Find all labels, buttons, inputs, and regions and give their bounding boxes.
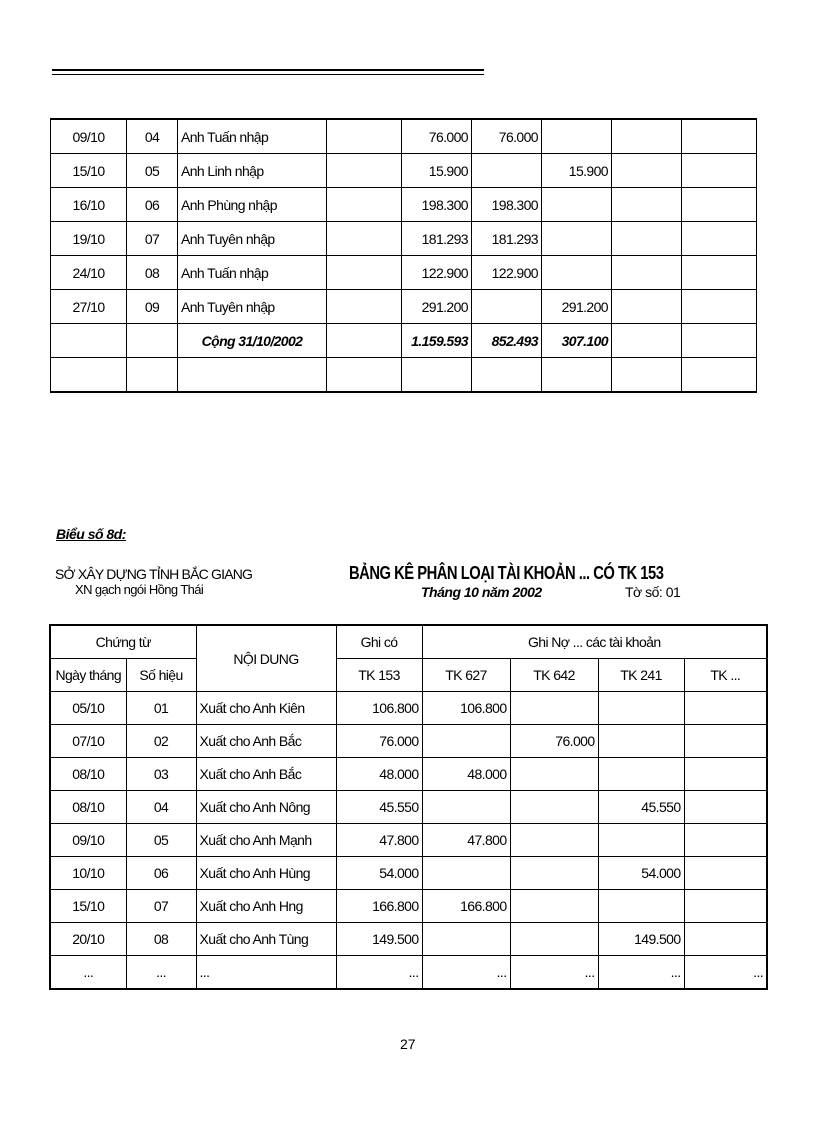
header-credit-account: TK 153 — [336, 659, 422, 692]
amount-cell — [542, 256, 612, 290]
table-row — [50, 857, 767, 890]
amount-cell — [682, 256, 757, 290]
debit-241-cell — [598, 758, 684, 791]
number-cell: 04 — [127, 119, 178, 154]
debit-241-cell — [598, 890, 684, 923]
credit-cell: 149.500 — [336, 923, 422, 956]
table-row — [50, 923, 767, 956]
date-cell: 07/10 — [50, 725, 126, 758]
amount-cell — [612, 154, 682, 188]
date-cell: 09/10 — [51, 119, 127, 154]
amount-cell — [542, 188, 612, 222]
amount-cell — [542, 119, 612, 154]
empty-row — [51, 358, 757, 393]
number-cell: 05 — [127, 154, 178, 188]
debit-other-cell — [684, 791, 767, 824]
table-row — [51, 290, 757, 324]
debit-241-cell — [598, 824, 684, 857]
date-cell: 08/10 — [50, 791, 126, 824]
amount-cell — [612, 188, 682, 222]
table-row — [51, 256, 757, 290]
number-cell: 02 — [126, 725, 196, 758]
content-cell: Xuất cho Anh Tùng — [196, 923, 336, 956]
header-rule-bottom — [52, 74, 484, 75]
number-cell: ... — [126, 956, 196, 990]
table-row — [51, 222, 757, 256]
debit-241-cell: ... — [598, 956, 684, 990]
debit-627-cell — [422, 857, 510, 890]
total-label: Cộng 31/10/2002 — [178, 324, 327, 358]
table-row — [50, 725, 767, 758]
header-credit: Ghi có — [336, 625, 422, 659]
number-cell: 03 — [126, 758, 196, 791]
total-cell: 76.000 — [402, 119, 472, 154]
credit-cell: 48.000 — [336, 758, 422, 791]
document-period: Tháng 10 năm 2002 — [421, 584, 542, 600]
blank-cell — [327, 188, 402, 222]
debit-other-cell — [684, 824, 767, 857]
debit-241-cell — [598, 725, 684, 758]
content-cell: Anh Tuyên nhập — [178, 222, 327, 256]
date-cell: 15/10 — [51, 154, 127, 188]
empty-cell — [612, 324, 682, 358]
total-cell: 291.200 — [402, 290, 472, 324]
empty-cell — [402, 358, 472, 393]
date-cell: 10/10 — [50, 857, 126, 890]
date-cell: 08/10 — [50, 758, 126, 791]
header-date: Ngày tháng — [50, 659, 126, 692]
grand-total: 1.159.593 — [402, 324, 472, 358]
debit-627-cell: 48.000 — [422, 758, 510, 791]
empty-cell — [472, 358, 542, 393]
credit-cell: ... — [336, 956, 422, 990]
debit-other-cell — [684, 692, 767, 725]
document-title: BẢNG KÊ PHÂN LOẠI TÀI KHOẢN ... CÓ TK 153 — [349, 563, 664, 583]
debit-627-cell — [422, 791, 510, 824]
header-number: Số hiệu — [126, 659, 196, 692]
credit-cell: 76.000 — [336, 725, 422, 758]
table-row — [50, 824, 767, 857]
total-row — [51, 324, 757, 358]
content-cell: Xuất cho Anh Bắc — [196, 758, 336, 791]
debit-627-cell — [422, 725, 510, 758]
debit-642-cell — [510, 890, 598, 923]
debit-642-cell — [510, 824, 598, 857]
table-row — [50, 956, 767, 990]
credit-cell: 45.550 — [336, 791, 422, 824]
blank-cell — [327, 290, 402, 324]
amount-cell — [542, 222, 612, 256]
content-cell: Xuất cho Anh Nông — [196, 791, 336, 824]
content-cell: Xuất cho Anh Hùng — [196, 857, 336, 890]
header-content: NỘI DUNG — [196, 625, 336, 692]
debit-627-cell: ... — [422, 956, 510, 990]
date-cell: 20/10 — [50, 923, 126, 956]
table-row — [50, 890, 767, 923]
blank-cell — [327, 119, 402, 154]
debit-627-cell: 106.800 — [422, 692, 510, 725]
number-cell: 08 — [126, 923, 196, 956]
content-cell: Anh Linh nhập — [178, 154, 327, 188]
debit-241-cell: 149.500 — [598, 923, 684, 956]
amount-cell — [612, 119, 682, 154]
amount-cell — [612, 256, 682, 290]
sheet-number: Tờ số: 01 — [625, 584, 681, 600]
amount-cell: 291.200 — [542, 290, 612, 324]
table-row — [50, 758, 767, 791]
empty-cell — [127, 358, 178, 393]
debit-other-cell — [684, 857, 767, 890]
total-cell: 198.300 — [402, 188, 472, 222]
empty-cell — [612, 358, 682, 393]
date-cell: 09/10 — [50, 824, 126, 857]
total-cell: 122.900 — [402, 256, 472, 290]
table-row — [51, 188, 757, 222]
debit-642-cell: 76.000 — [510, 725, 598, 758]
blank-cell — [327, 256, 402, 290]
debit-other-cell: ... — [684, 956, 767, 990]
enterprise-name: XN gạch ngói Hồng Thái — [75, 582, 204, 597]
table-header-row — [50, 625, 767, 659]
amount-cell — [612, 222, 682, 256]
amount-cell: 198.300 — [472, 188, 542, 222]
number-cell: 06 — [126, 857, 196, 890]
credit-cell: 47.800 — [336, 824, 422, 857]
total-cell: 181.293 — [402, 222, 472, 256]
date-cell: 16/10 — [51, 188, 127, 222]
debit-241-cell — [598, 692, 684, 725]
table-row — [50, 791, 767, 824]
empty-cell — [51, 358, 127, 393]
amount-cell — [682, 222, 757, 256]
header-account-627: TK 627 — [422, 659, 510, 692]
number-cell: 08 — [127, 256, 178, 290]
amount-cell — [682, 154, 757, 188]
subtotal-cell: 852.493 — [472, 324, 542, 358]
content-cell: Anh Phùng nhập — [178, 188, 327, 222]
table-row — [50, 692, 767, 725]
amount-cell — [472, 290, 542, 324]
content-cell: Xuất cho Anh Mạnh — [196, 824, 336, 857]
amount-cell — [682, 290, 757, 324]
number-cell: 07 — [127, 222, 178, 256]
number-cell: 01 — [126, 692, 196, 725]
number-cell: 05 — [126, 824, 196, 857]
amount-cell: 76.000 — [472, 119, 542, 154]
content-cell: Anh Tuấn nhập — [178, 256, 327, 290]
debit-642-cell: ... — [510, 956, 598, 990]
organization-name: SỞ XÂY DỰNG TỈNH BẮC GIANG — [55, 566, 253, 582]
debit-642-cell — [510, 857, 598, 890]
blank-cell — [327, 154, 402, 188]
credit-cell: 54.000 — [336, 857, 422, 890]
date-cell: 27/10 — [51, 290, 127, 324]
empty-cell — [682, 358, 757, 393]
debit-other-cell — [684, 890, 767, 923]
date-cell: ... — [50, 956, 126, 990]
debit-241-cell: 45.550 — [598, 791, 684, 824]
content-cell: Anh Tuyên nhập — [178, 290, 327, 324]
empty-cell — [542, 358, 612, 393]
number-cell: 06 — [127, 188, 178, 222]
subtotal-cell: 307.100 — [542, 324, 612, 358]
credit-cell: 166.800 — [336, 890, 422, 923]
header-account-642: TK 642 — [510, 659, 598, 692]
debit-627-cell: 47.800 — [422, 824, 510, 857]
total-cell: 15.900 — [402, 154, 472, 188]
debit-241-cell: 54.000 — [598, 857, 684, 890]
debit-627-cell: 166.800 — [422, 890, 510, 923]
empty-cell — [127, 324, 178, 358]
amount-cell — [472, 154, 542, 188]
credit-cell: 106.800 — [336, 692, 422, 725]
content-cell: Xuất cho Anh Bắc — [196, 725, 336, 758]
table-subheader-row — [50, 659, 767, 692]
debit-642-cell — [510, 758, 598, 791]
amount-cell: 15.900 — [542, 154, 612, 188]
debit-642-cell — [510, 692, 598, 725]
debit-642-cell — [510, 791, 598, 824]
empty-cell — [327, 358, 402, 393]
date-cell: 05/10 — [50, 692, 126, 725]
classification-table — [49, 624, 768, 990]
amount-cell: 122.900 — [472, 256, 542, 290]
date-cell: 15/10 — [50, 890, 126, 923]
receipts-table — [50, 118, 757, 393]
empty-cell — [682, 324, 757, 358]
empty-cell — [51, 324, 127, 358]
form-label: Biểu số 8d: — [56, 526, 126, 542]
debit-other-cell — [684, 725, 767, 758]
number-cell: 07 — [126, 890, 196, 923]
table-row — [51, 154, 757, 188]
amount-cell — [612, 290, 682, 324]
date-cell: 24/10 — [51, 256, 127, 290]
header-account-241: TK 241 — [598, 659, 684, 692]
blank-cell — [327, 222, 402, 256]
header-rule-top — [52, 69, 484, 71]
debit-other-cell — [684, 923, 767, 956]
amount-cell — [682, 119, 757, 154]
debit-627-cell — [422, 923, 510, 956]
number-cell: 09 — [127, 290, 178, 324]
debit-642-cell — [510, 923, 598, 956]
content-cell: Anh Tuấn nhập — [178, 119, 327, 154]
content-cell: Xuất cho Anh Hng — [196, 890, 336, 923]
empty-cell — [178, 358, 327, 393]
date-cell: 19/10 — [51, 222, 127, 256]
debit-other-cell — [684, 758, 767, 791]
header-voucher: Chứng từ — [50, 625, 196, 659]
page-number: 27 — [400, 1036, 416, 1052]
empty-cell — [327, 324, 402, 358]
amount-cell — [682, 188, 757, 222]
content-cell: ... — [196, 956, 336, 990]
header-account-other: TK ... — [684, 659, 767, 692]
header-debit: Ghi Nợ ... các tài khoản — [422, 625, 767, 659]
number-cell: 04 — [126, 791, 196, 824]
content-cell: Xuất cho Anh Kiên — [196, 692, 336, 725]
amount-cell: 181.293 — [472, 222, 542, 256]
table-row — [51, 119, 757, 154]
